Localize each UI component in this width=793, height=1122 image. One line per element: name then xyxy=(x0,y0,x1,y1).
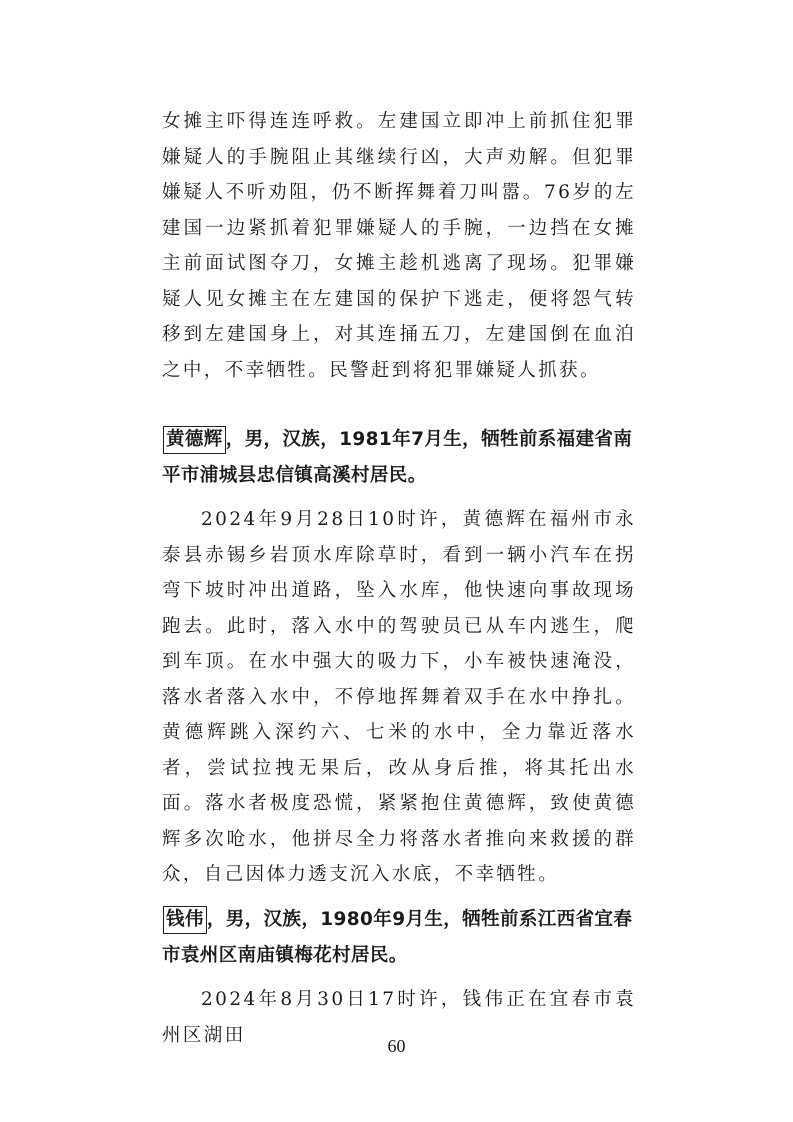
entry-name-box: 钱伟 xyxy=(163,906,207,934)
page-number: 60 xyxy=(387,1036,406,1056)
continuation-paragraph: 女摊主吓得连连呼救。左建国立即冲上前抓住犯罪嫌疑人的手腕阻止其继续行凶，大声劝解。但犯罪嫌疑人不听劝阻，仍不断挥舞着刀叫嚣。76岁的左建国一边紧抓着犯罪嫌疑人的手腕，一边挡在女摊主前面试图夺刀，女摊主趁机逃离了现场。犯罪嫌疑人见女摊主在左建国的保护下逃走，便将怨气转移到左建国身上，对其连捅五刀，左建国倒在血泊之中，不幸牺牲。民警赶到将犯罪嫌疑人抓获。 xyxy=(162,111,636,381)
entry-name-box: 黄德辉 xyxy=(163,426,226,454)
entry-heading-text: ，男，汉族，1980年9月生，牺牲前系江西省宜春市袁州区南庙镇梅花村居民。 xyxy=(162,909,633,966)
entry-body-huang-dehui: 2024年9月28日10时许，黄德辉在福州市永泰县赤锡乡岩顶水库除草时，看到一辆小汽车在拐弯下坡时冲出道路，坠入水库，他快速向事故现场跑去。此时，落入水中的驾驶员已从车内逃生，爬到车顶。在水中强大的吸力下，小车被快速淹没，落水者落入水中，不停地挥舞着双手在水中挣扎。黄德辉跳入深约六、七米的水中，全力靠近落水者，尝试拉拽无果后，改从身后推，将其托出水面。落水者极度恐慌，紧紧抱住黄德辉，致使黄德辉多次呛水，他拼尽全力将落水者推向来救援的群众，自己因体力透支沉入水底，不幸牺牲。 xyxy=(162,509,636,885)
entry-heading-qian-wei xyxy=(162,902,642,973)
entry-body-qian-wei: 2024年8月30日17时许，钱伟正在宜春市袁州区湖田 xyxy=(162,989,636,1046)
entry-heading-huang-dehui xyxy=(162,422,642,493)
entry-heading-text: ，男，汉族，1981年7月生，牺牲前系福建省南平市浦城县忠信镇高溪村居民。 xyxy=(162,429,633,486)
